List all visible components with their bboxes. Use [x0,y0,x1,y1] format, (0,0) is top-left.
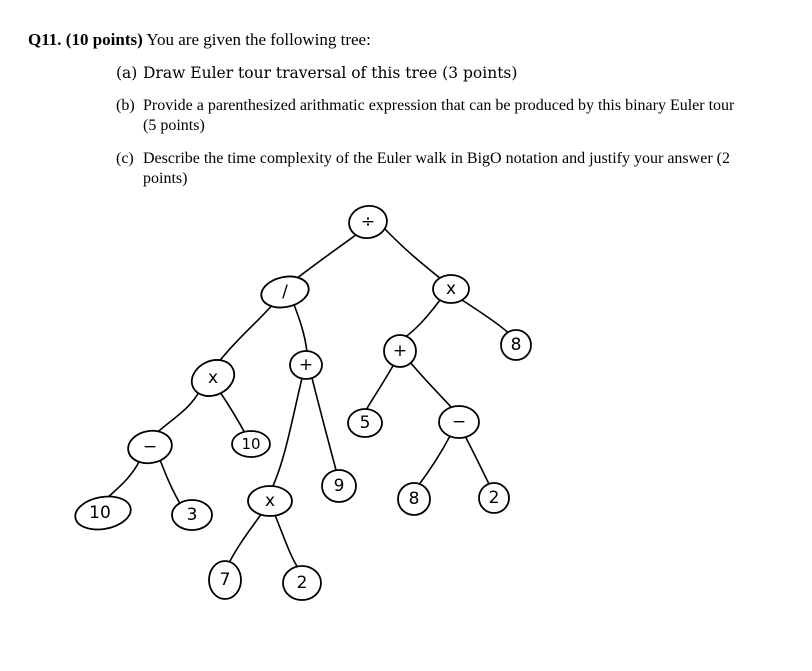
question-prompt: You are given the following tree: [146,30,371,49]
part-a-text: Draw Euler tour traversal of this tree (3 points) [143,64,518,82]
edge-ll-lll [152,390,200,437]
tree-node-left [258,272,311,311]
tree-node-rlr [439,406,479,438]
edge-lr-lrl [272,378,302,488]
part-a-label: (a) [116,64,138,82]
tree-node-lrll [209,561,241,599]
part-c-text-cont: points) [143,170,188,187]
node-label: 5 [359,413,371,433]
tree-node-rl [384,335,416,367]
edge-root-right [382,226,446,283]
node-label: 2 [296,573,308,593]
edge-ll-llr [220,392,246,435]
edge-rl-rlr [410,362,452,408]
node-label: x [445,279,457,299]
tree-node-rr [501,330,531,360]
tree-node-right [433,275,469,303]
node-label: x [264,491,276,511]
tree-node-llr [232,431,270,457]
edge-right-rl [404,300,440,338]
node-label: 8 [408,489,420,509]
edge-lrl-lrlr [275,515,298,568]
tree-node-root [347,203,390,241]
tree-node-lrr [322,470,356,502]
node-label: 10 [241,435,261,453]
node-label: − [142,437,158,457]
edge-rlr-rlrr [465,436,490,486]
node-label: − [451,412,467,432]
tree-node-lrlr [283,566,321,600]
node-label: 8 [510,335,522,355]
tree-node-rll [348,409,382,437]
node-label: / [282,282,288,302]
part-c-text: Describe the time complexity of the Euler walk in BigO notation and justify your answer (2 [143,150,730,167]
tree-node-lr [290,351,322,379]
node-label: x [207,368,219,388]
tree-node-ll [186,353,240,402]
part-c-label: (c) [116,150,134,167]
tree-node-lrl [248,486,292,516]
node-label: + [392,341,408,361]
question-number: Q11. [28,30,62,49]
part-b-text: Provide a parenthesized arithmatic expression that can be produced by this binary Euler tour [143,97,735,114]
node-label: 2 [488,488,500,508]
part-b-text-cont: (5 points) [143,117,205,134]
node-label: 10 [89,503,111,523]
node-label: 7 [219,570,231,590]
tree-node-lllr [172,500,212,530]
edge-left-lr [293,302,307,352]
edge-lll-lllr [160,460,182,507]
node-label: 9 [333,476,345,496]
tree-node-lll [126,427,175,466]
node-label: + [298,355,314,375]
edge-lrl-lrll [228,513,262,565]
part-b-label: (b) [116,97,135,114]
edge-rl-rll [366,364,394,410]
node-label: 3 [186,505,198,525]
edge-root-left [292,232,360,282]
node-label: ÷ [360,212,376,232]
edge-lr-lrr [312,378,336,470]
question-points: (10 points) [65,30,143,49]
tree-node-rlrl [398,483,430,515]
edge-right-rr [462,300,512,336]
edge-rlr-rlrl [418,436,450,486]
tree-node-rlrr [479,483,509,513]
tree-node-llll [73,492,134,533]
